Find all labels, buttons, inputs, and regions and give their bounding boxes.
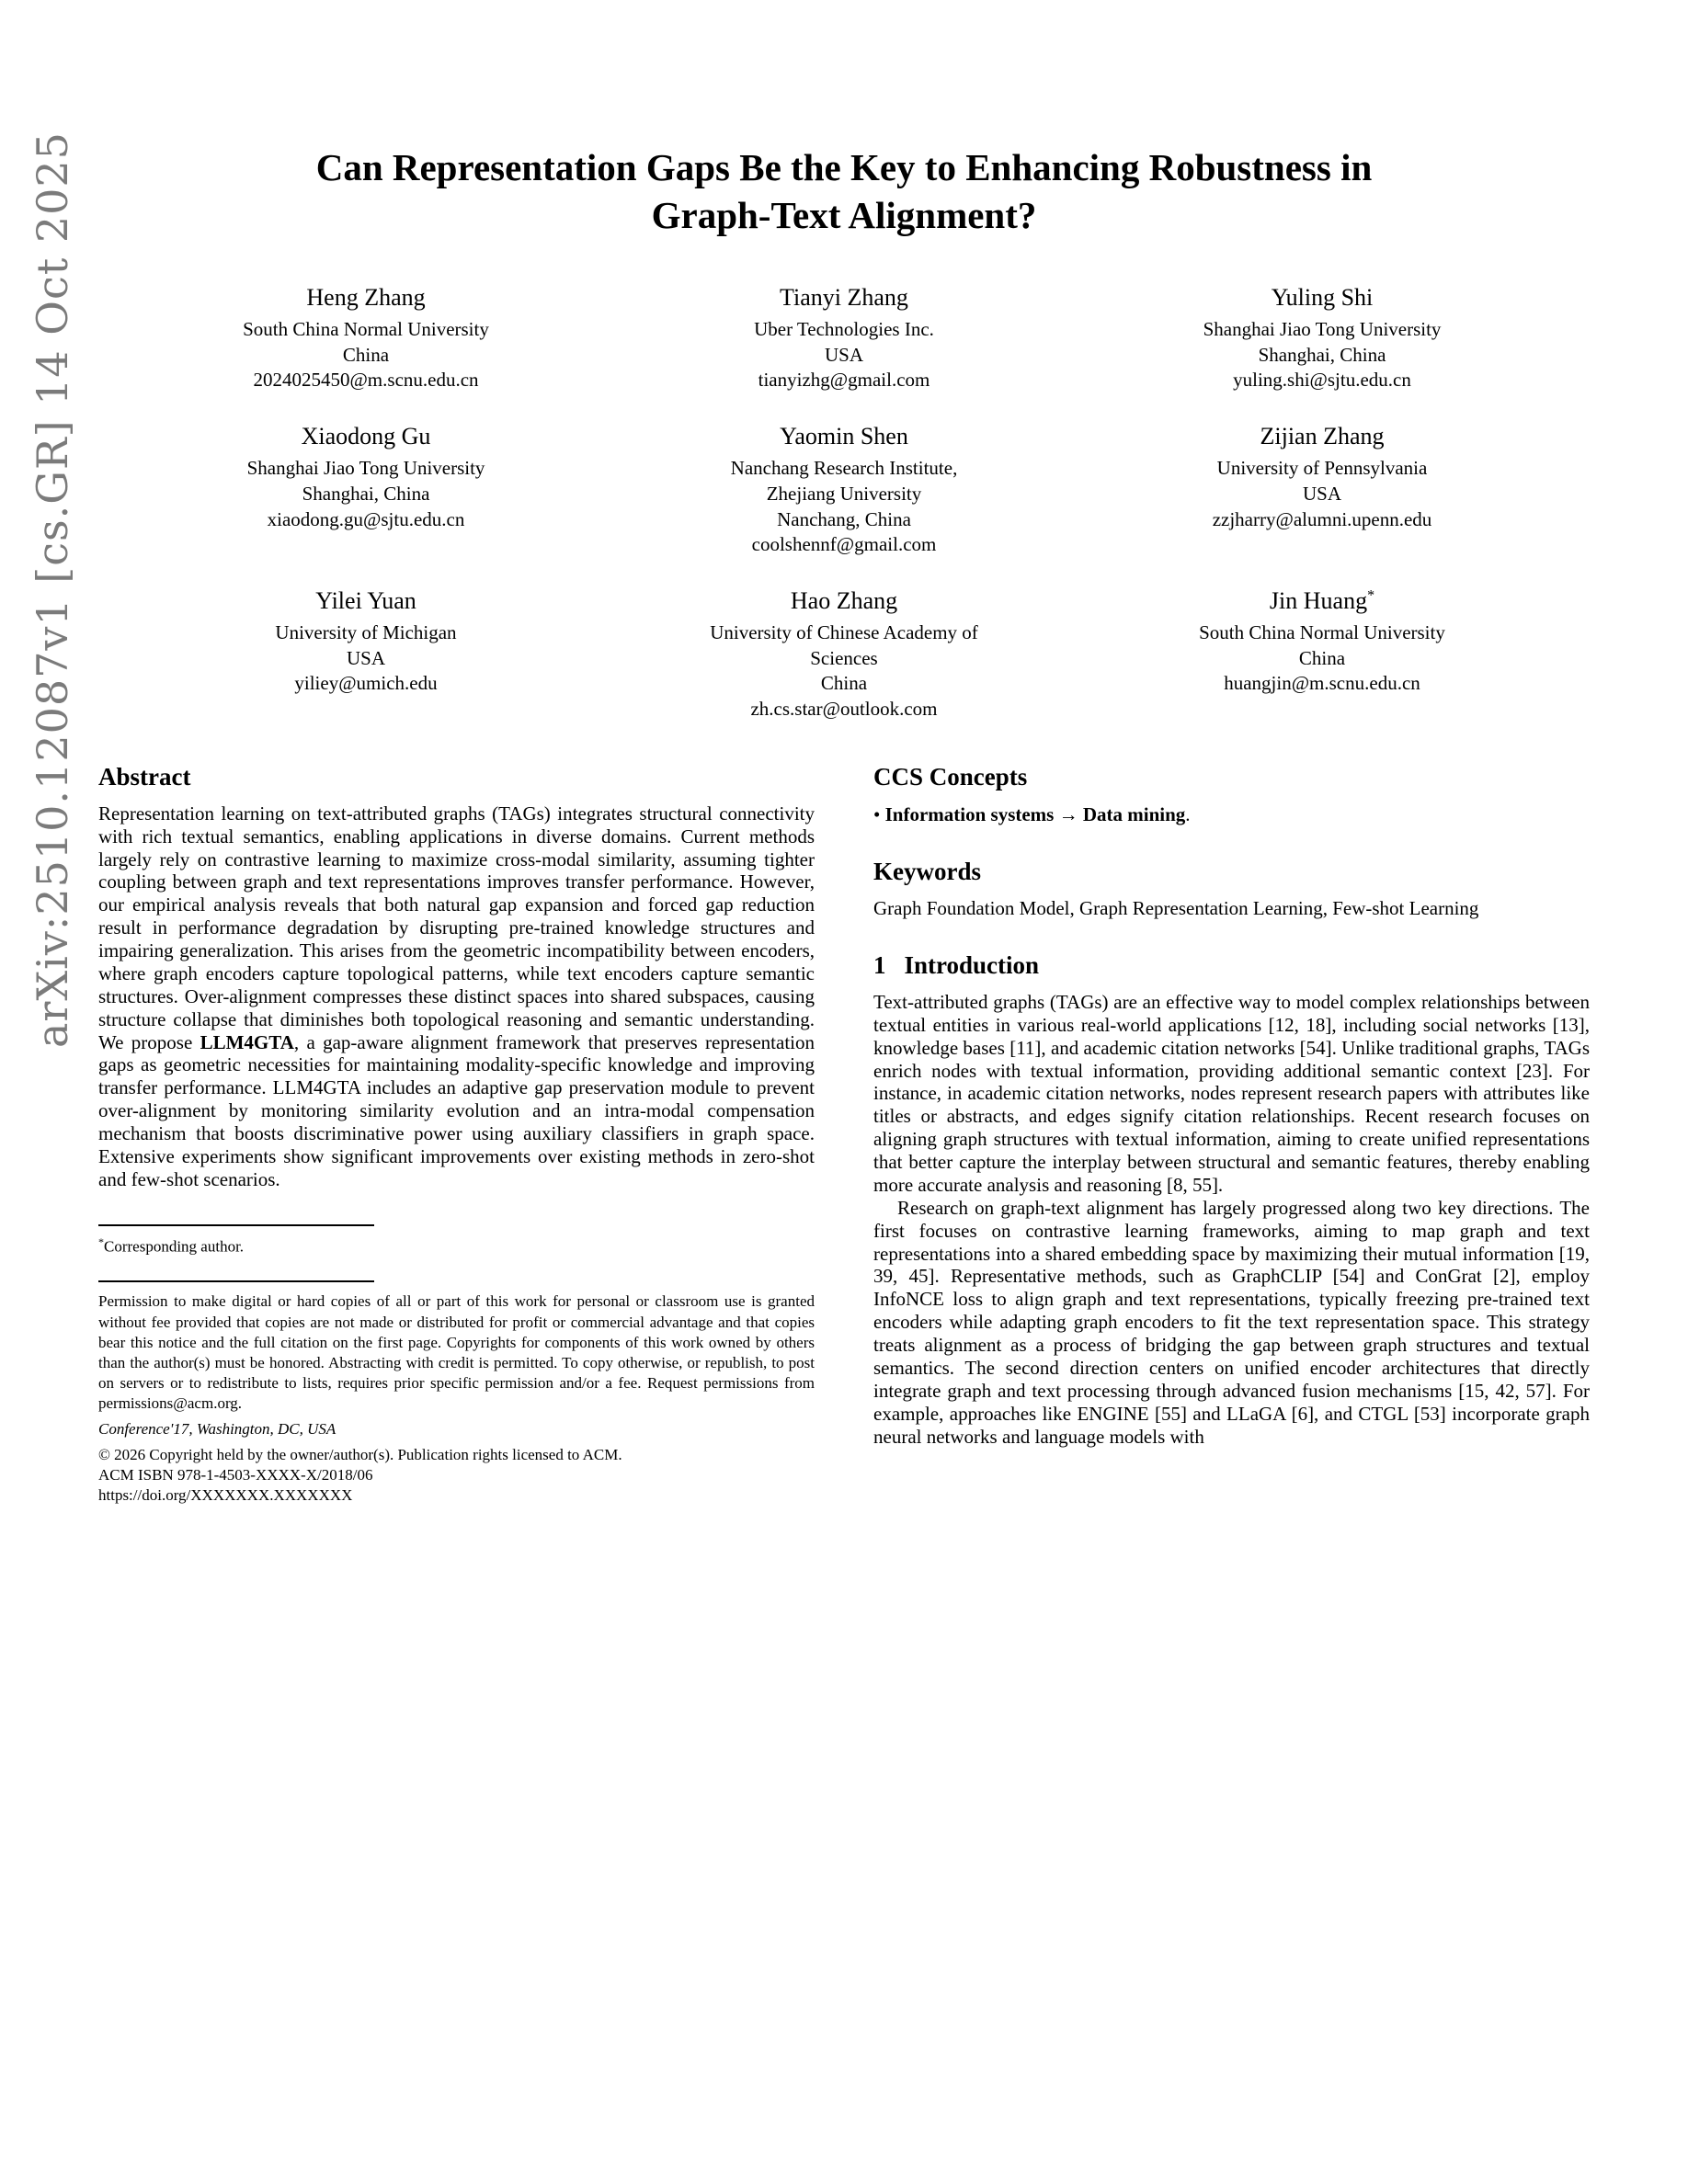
author-name: Tianyi Zhang <box>780 283 908 311</box>
author-block-yaomin-shen <box>605 423 1083 558</box>
copyright-line: © 2026 Copyright held by the owner/author(s). Publication rights licensed to ACM. <box>98 1446 622 1464</box>
doi-link[interactable]: https://doi.org/XXXXXXX.XXXXXXX <box>98 1486 353 1505</box>
abstract-text <box>98 802 815 1191</box>
left-column <box>98 763 815 1507</box>
section-number: 1 <box>873 950 886 979</box>
author-name: Jin Huang* <box>1269 586 1375 614</box>
author-name: Xiaodong Gu <box>301 423 431 450</box>
author-affiliation: University of Pennsylvania USA zzjharry@alumni.upenn.edu <box>1212 457 1432 530</box>
conference-line: Conference'17, Washington, DC, USA <box>98 1420 336 1439</box>
author-name: Zijian Zhang <box>1260 423 1385 450</box>
introduction-paragraph-2: Research on graph-text alignment has largely progressed along two key directions. The first focuses on contrastive learning frameworks, aiming to map graph and text representations into a shared embedding space by maximizing their mutual information [19, 39, 45]. Representative methods, such as GraphCLIP [54] and ConGrat [2], employ InfoNCE loss to align graph and text representations, typically freezing pre-trained text encoders while adapting graph encoders to fit the text representation space. This strategy treats alignment as a process of bridging the gap between graph structures and textual semantics. The second direction centers on unified encoder architectures that directly integrate graph and text processing through advanced fusion mechanisms [15, 42, 57]. For example, approaches like ENGINE [55] and LLaGA [6], and CTGL [53] incorporate graph neural networks and language models with <box>873 1196 1590 1448</box>
abstract-part1: Representation learning on text-attributed graphs (TAGs) integrates structural connectivity with rich textual semantics, enabling applications in diverse domains. Current methods largely rely on contrastive learning to maximize cross-modal similarity, assuming tighter coupling between graph and text representations improves transfer performance. However, our empirical analysis reveals that both natural gap expansion and forced gap reduction result in performance degradation by disrupting pre-trained knowledge structures and impairing generalization. This arises from the geometric incompatibility between encoders, where graph encoders capture topological patterns, while text encoders capture semantic structures. Over-alignment compresses these distinct spaces into shared subspaces, causing structure collapse that diminishes both topological reasoning and semantic understanding. We propose <box>98 802 815 1053</box>
author-block-yilei-yuan <box>127 587 605 722</box>
author-affiliation: Uber Technologies Inc. USA tianyizhg@gmail.com <box>754 317 934 392</box>
ccs-bullet: • <box>873 802 885 825</box>
corresponding-author-footnote: *Corresponding author. <box>98 1234 245 1256</box>
introduction-heading <box>873 951 1590 980</box>
ccs-arrow: → <box>1054 802 1083 825</box>
footnote-marker: * <box>98 1234 104 1248</box>
permission-text: Permission to make digital or hard copies of all or part of this work for personal or classroom use is granted without fee provided that copies are not made or distributed for profit or commercial advantage and that copies bear this notice and the full citation on the first page. Copyrights for components of this work owned by others than the author(s) must be honored. Abstracting with credit is permitted. To copy otherwise, or republish, to post on servers or to redistribute to lists, requires prior specific permission and/or a fee. Request permissions from permissions@acm.org. <box>98 1292 815 1412</box>
paper-title: Can Representation Gaps Be the Key to Enhancing Robustness in Graph-Text Alignment? <box>315 146 1373 237</box>
author-block-jin-huang <box>1083 587 1561 722</box>
author-block-yuling-shi <box>1083 284 1561 393</box>
ccs-concept-secondary: Data mining <box>1082 802 1186 825</box>
author-name: Heng Zhang <box>306 283 426 311</box>
author-block-heng-zhang <box>127 284 605 393</box>
author-affiliation: Shanghai Jiao Tong University Shanghai, China xiaodong.gu@sjtu.edu.cn <box>246 457 485 530</box>
author-affiliation: University of Michigan USA yiliey@umich.edu <box>275 620 457 695</box>
author-affiliation: South China Normal University China huangjin@m.scnu.edu.cn <box>1199 620 1445 695</box>
ccs-period: . <box>1185 802 1191 825</box>
right-column <box>873 763 1590 1449</box>
abstract-part2: , a gap-aware alignment framework that preserves representation gaps as geometric necessities for maintaining modality-specific knowledge and improving transfer performance. LLM4GTA includes an adaptive gap preservation module to prevent over-alignment by monitoring similarity evolution and an intra-modal compensation mechanism that boosts discriminative power using auxiliary classifiers in graph space. Extensive experiments show significant improvements over existing methods in zero-shot and few-shot scenarios. <box>98 1030 815 1190</box>
permission-rule <box>98 1280 374 1282</box>
author-name: Hao Zhang <box>790 586 898 614</box>
introduction-paragraph-1: Text-attributed graphs (TAGs) are an effective way to model complex relationships between textual entities in various real-world applications [12, 18], including social networks [13], knowledge bases [11], and academic citation networks [54]. Unlike traditional graphs, TAGs enrich nodes with textual information, providing additional semantic context [23]. For instance, in academic citation networks, nodes represent research papers with attributes like titles or abstracts, and edges signify citation relationships. Recent research focuses on aligning graph structures with textual information, aiming to create unified representations that better capture the interplay between structural and semantic features, thereby enabling more accurate analysis and reasoning [8, 55]. <box>873 990 1590 1196</box>
ccs-concepts-text <box>873 802 1590 826</box>
section-title: Introduction <box>904 950 1040 979</box>
ccs-concepts-heading: CCS Concepts <box>873 762 1028 791</box>
author-name: Yuling Shi <box>1271 283 1374 311</box>
footnote-rule <box>98 1224 374 1226</box>
author-affiliation: Shanghai Jiao Tong University Shanghai, China yuling.shi@sjtu.edu.cn <box>1203 317 1442 392</box>
two-column-body <box>98 763 1590 1507</box>
author-block-hao-zhang <box>605 587 1083 722</box>
author-name: Yaomin Shen <box>780 423 908 450</box>
doi-line <box>98 1485 815 1506</box>
author-affiliation: University of Chinese Academy of Sciences China zh.cs.star@outlook.com <box>710 620 978 721</box>
abstract-heading: Abstract <box>98 762 191 791</box>
author-block-xiaodong-gu <box>127 423 605 558</box>
author-block-tianyi-zhang <box>605 284 1083 393</box>
author-block-zijian-zhang <box>1083 423 1561 558</box>
corresponding-author-marker: * <box>1367 587 1375 604</box>
author-affiliation: Nanchang Research Institute, Zhejiang University Nanchang, China coolshennf@gmail.com <box>730 457 958 556</box>
keywords-text: Graph Foundation Model, Graph Representation Learning, Few-shot Learning <box>873 897 1479 920</box>
authors-grid <box>127 284 1561 722</box>
author-affiliation: South China Normal University China 2024025450@m.scnu.edu.cn <box>243 317 489 392</box>
ccs-concept-primary: Information systems <box>884 802 1055 825</box>
keywords-heading: Keywords <box>873 858 981 886</box>
author-name: Yilei Yuan <box>315 586 416 614</box>
arxiv-watermark: arXiv:2510.12087v1 [cs.GR] 14 Oct 2025 <box>28 131 77 1048</box>
isbn-line: ACM ISBN 978-1-4503-XXXX-X/2018/06 <box>98 1466 373 1484</box>
abstract-bold-term: LLM4GTA <box>200 1030 294 1053</box>
